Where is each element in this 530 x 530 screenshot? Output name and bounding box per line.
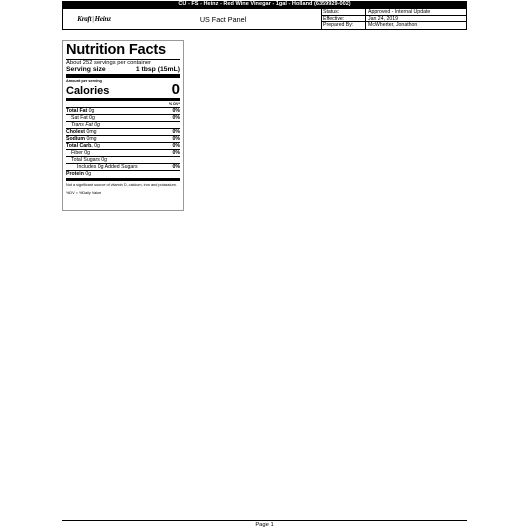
calories-label: Calories (66, 85, 110, 98)
nutrient-amount: 0mg (85, 135, 97, 142)
meta-value: Jan 24, 2019 (368, 15, 398, 22)
nutrition-facts-panel (62, 40, 184, 211)
nutrient-dv: 0% (172, 142, 180, 149)
meta-label: Status: (322, 9, 366, 15)
nutrient-name: Includes 0g Added Sugars (77, 163, 138, 170)
kraft-heinz-logo (63, 9, 125, 29)
panel-type-title: US Fact Panel (199, 14, 247, 24)
logo-divider: | (92, 15, 94, 23)
calories-value: 0 (171, 81, 180, 99)
nutrient-row-total-sugars (66, 157, 180, 164)
nutrient-dv: 0% (172, 114, 180, 121)
nutrient-name: Total Fat (66, 107, 88, 114)
daily-value-header: % DV* (66, 102, 180, 108)
document-meta-table (321, 9, 467, 29)
nutrient-amount: 0g (87, 107, 95, 114)
meta-label: Effective: (322, 16, 366, 22)
document-header (62, 8, 467, 30)
serving-size-label: Serving size (66, 66, 106, 74)
nutrient-row-trans-fat (66, 122, 180, 129)
nutrient-name: Total Carb. (66, 142, 93, 149)
nutrient-dv: 0% (172, 128, 180, 135)
thick-divider (66, 74, 180, 78)
meta-row-status (322, 9, 467, 16)
logo-right-text: Heinz (94, 15, 111, 23)
meta-label: Prepared By: (322, 22, 366, 29)
daily-value-footnote: %DV = %Daily Value (66, 190, 102, 195)
nutrient-row-sat-fat (66, 115, 180, 122)
nutrient-name: Total Sugars 0g (71, 156, 108, 163)
nutrient-name: Fiber 0g (71, 149, 91, 156)
nutrition-facts-title: Nutrition Facts (66, 42, 166, 58)
nutrient-dv: 0% (172, 163, 180, 170)
servings-per-container: About 252 servings per container (66, 59, 152, 66)
serving-size (66, 66, 180, 73)
page-number: Page 1 (255, 522, 274, 528)
nutrient-amount: 0mg (85, 128, 97, 135)
footer-divider (62, 520, 467, 521)
nutrient-amount: 0g (83, 170, 92, 177)
meta-value: McWherter, Jonathon (368, 22, 418, 29)
nutrient-dv: 0% (172, 149, 180, 156)
serving-size-value: 1 tbsp (15mL) (135, 66, 180, 74)
nutrient-row-sodium (66, 136, 180, 143)
nutrient-dv: 0% (172, 107, 180, 114)
medium-divider (66, 98, 180, 100)
nutrient-row-protein (66, 171, 180, 177)
nutrient-name: Trans Fat 0g (71, 121, 101, 128)
not-significant-source-note: Not a significant source of vitamin D, calcium, iron and potassium. (66, 183, 177, 188)
nutrient-row-fiber (66, 150, 180, 157)
nutrient-row-total-carb (66, 143, 180, 150)
meta-row-prepared-by (322, 22, 467, 29)
document-title-bar: CU - FS - Heinz - Red Wine Vinegar - 1gal - Holland (6359929-002) (62, 1, 467, 8)
logo-left-text: Kraft (77, 15, 92, 23)
nutrient-name: Cholest (66, 128, 86, 135)
meta-row-effective (322, 16, 467, 23)
nutrient-amount: 0g (92, 142, 100, 149)
nutrient-name: Sat Fat 0g (71, 114, 95, 121)
nutrient-row-cholesterol (66, 129, 180, 136)
meta-value: Approved - Internal Update (368, 9, 431, 15)
nutrient-dv: 0% (172, 135, 180, 142)
thick-divider (66, 178, 180, 182)
nutrient-row-total-fat (66, 108, 180, 115)
nutrient-name: Sodium (66, 135, 86, 142)
calories (66, 83, 180, 97)
amount-per-serving: Amount per serving (66, 79, 102, 84)
nutrient-row-added-sugars (66, 164, 180, 171)
nutrient-name: Protein (66, 170, 84, 177)
